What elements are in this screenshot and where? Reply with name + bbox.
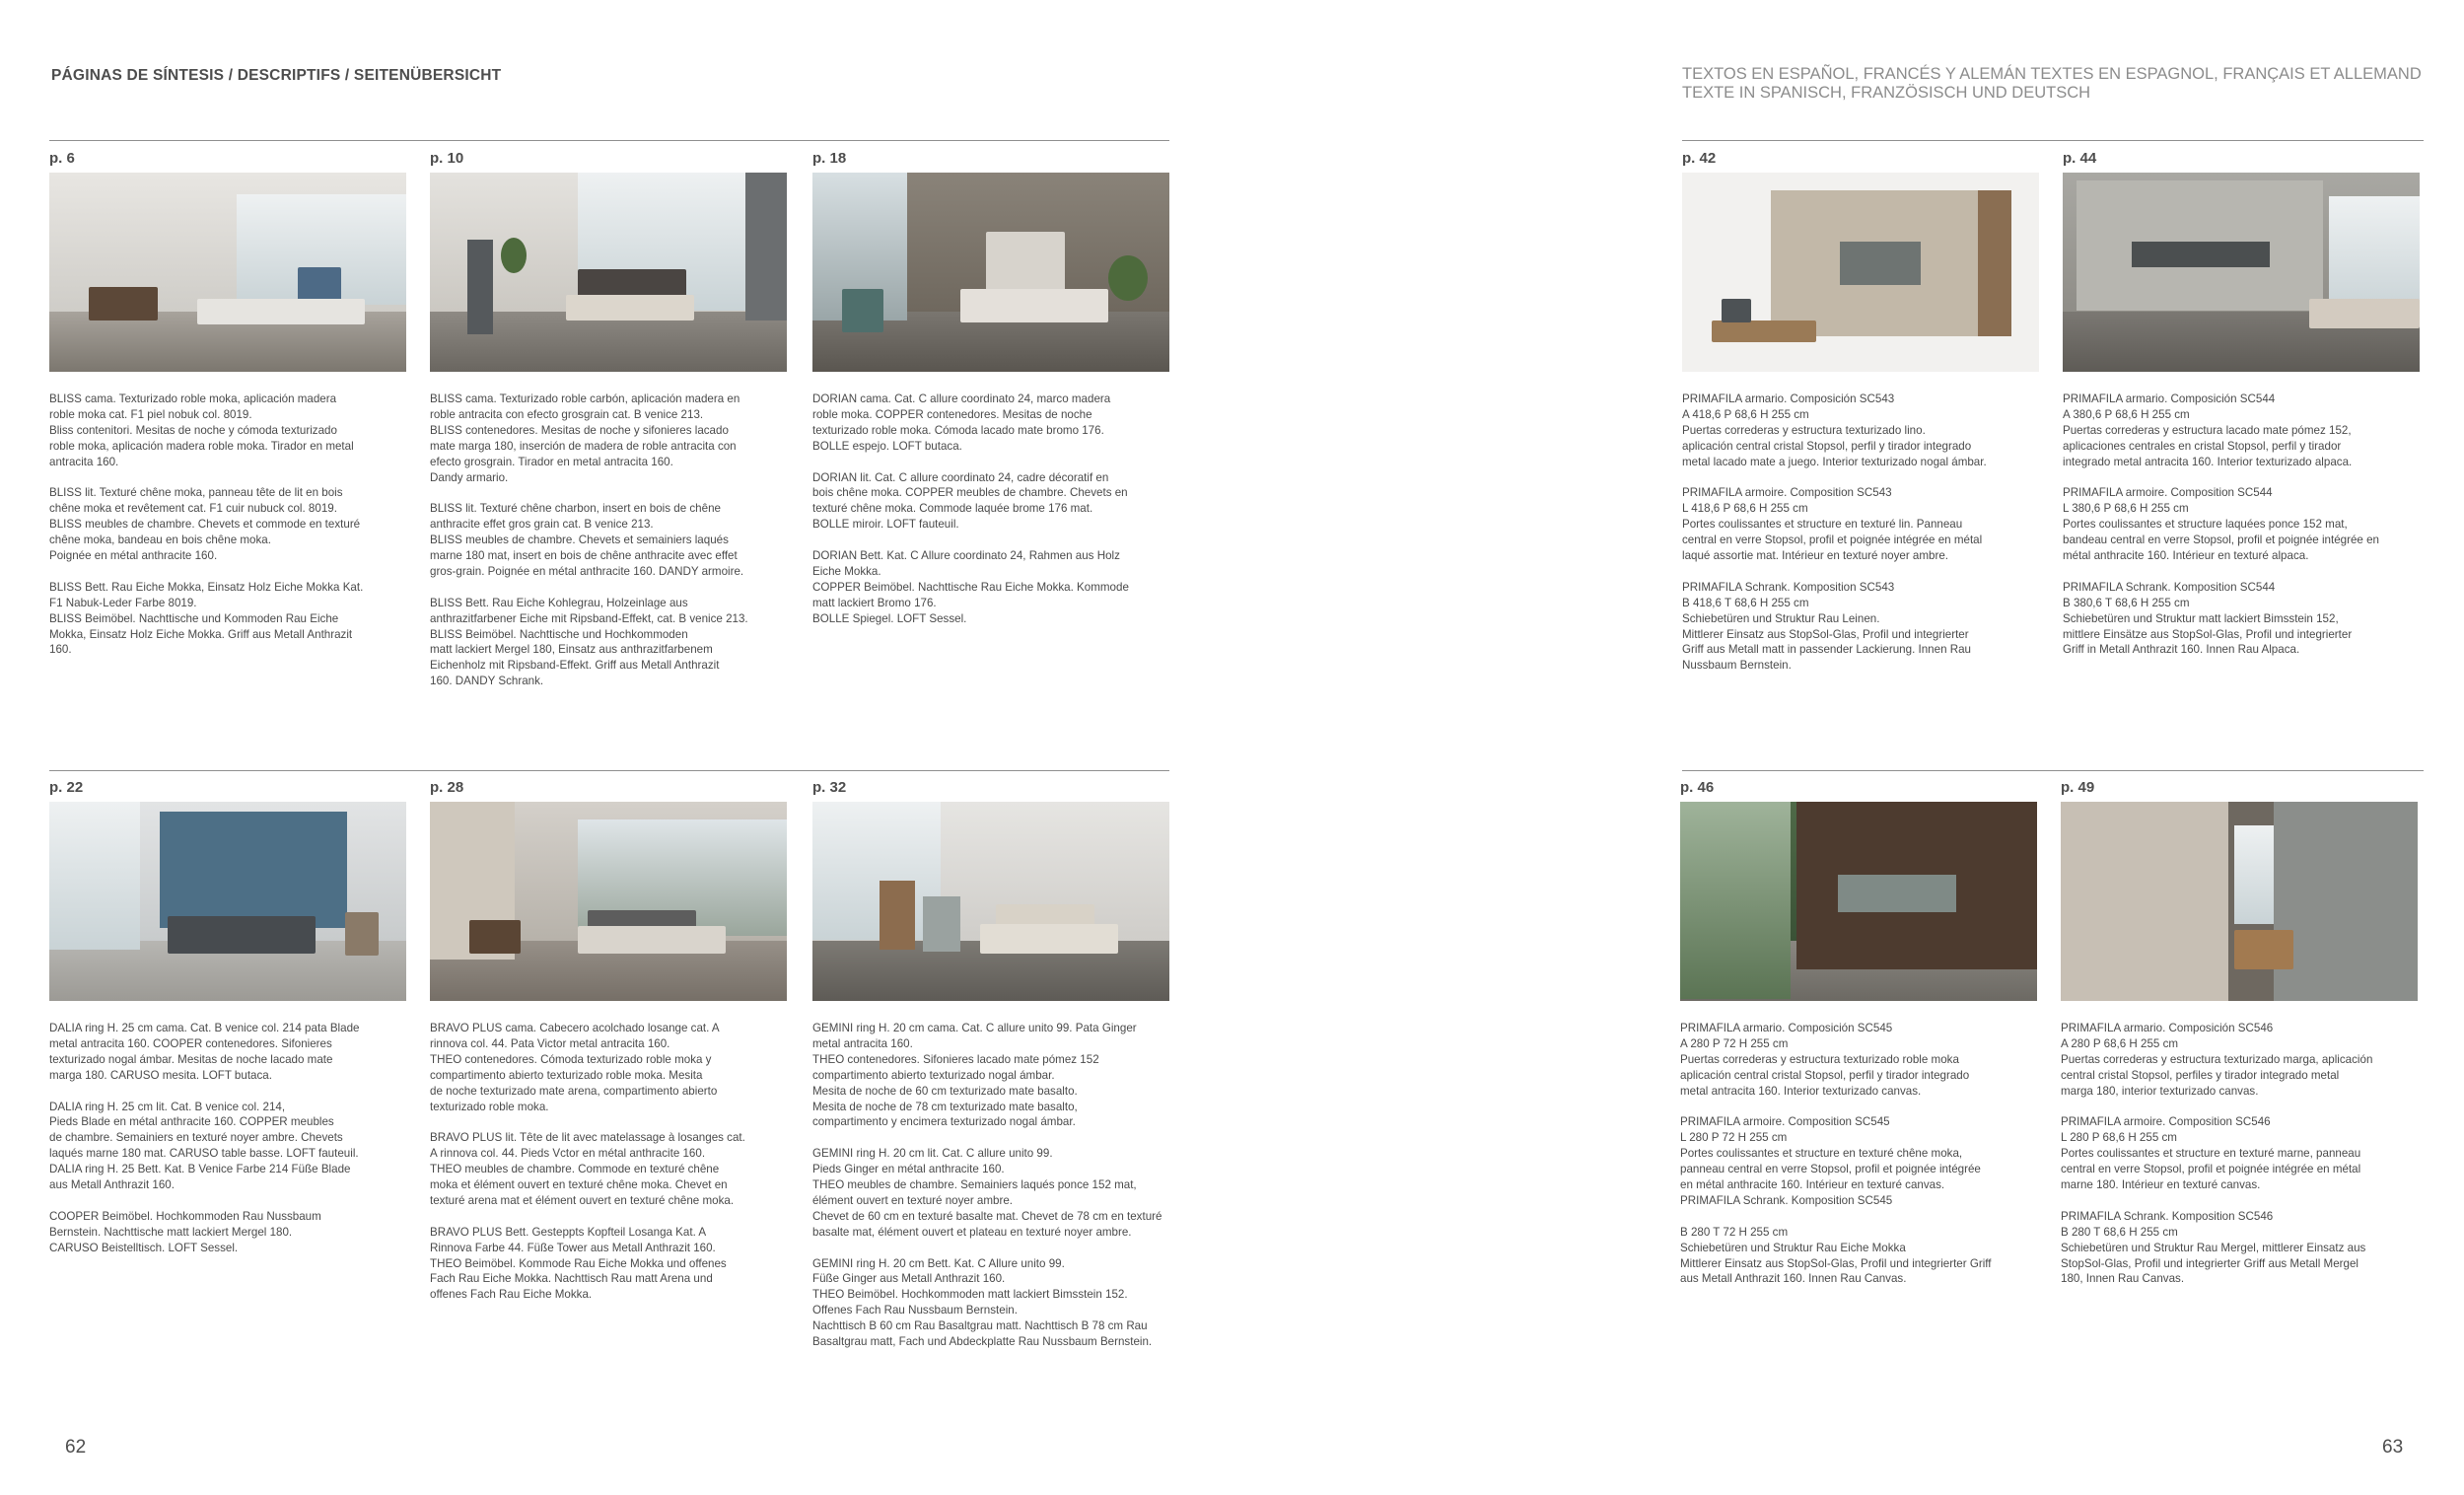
page-reference: p. 22 bbox=[49, 779, 84, 796]
product-card bbox=[812, 779, 1171, 1366]
product-photo bbox=[1682, 173, 2039, 372]
description-es: PRIMAFILA armario. Composición SC545 A 280 P 72 H 255 cm Puertas correderas y estructura texturizado roble moka aplicación central cristal Stopsol, perfil y tirador integrado metal antracita 160. Interior texturizado canvas. bbox=[1680, 1022, 1970, 1098]
product-card bbox=[1682, 150, 2041, 689]
product-photo bbox=[812, 173, 1169, 372]
description-es: DORIAN cama. Cat. C allure coordinato 24, marco madera roble moka. COPPER contenedores. Mesitas de noche texturizado roble moka. Cómoda lacado mate bromo 176. BOLLE espejo. LOFT butaca. bbox=[812, 392, 1111, 453]
description-fr: PRIMAFILA armoire. Composition SC544 L 380,6 P 68,6 H 255 cm Portes coulissantes et structure laquées ponce 152 mat, bandeau central en verre Stopsol, profil et poignée intégrée en métal anthracite 160. Intérieur en texturé alpaca. bbox=[2063, 486, 2379, 563]
product-card bbox=[49, 779, 408, 1271]
description-de: PRIMAFILA Schrank. Komposition SC546 B 280 T 68,6 H 255 cm Schiebetüren und Struktur Rau Mergel, mittlerer Einsatz aus StopSol-Glas, Profil und integrierter Griff aus Metall Mergel 180, Innen Rau Canvas. bbox=[2061, 1209, 2366, 1286]
product-photo bbox=[2061, 802, 2418, 1001]
product-description bbox=[49, 392, 424, 658]
divider-top-right bbox=[1682, 140, 2424, 141]
page-reference: p. 49 bbox=[2061, 779, 2095, 796]
description-es: PRIMAFILA armario. Composición SC546 A 280 P 68,6 H 255 cm Puertas correderas y estructura texturizado marga, aplicación central cristal Stopsol, perfiles y tirador integrado metal marga 180, interior texturizado canvas. bbox=[2061, 1022, 2373, 1098]
page-number-right: 63 bbox=[2382, 1437, 2404, 1458]
description-de: PRIMAFILA Schrank. Komposition SC543 B 418,6 T 68,6 H 255 cm Schiebetüren und Struktur Rau Leinen. Mittlerer Einsatz aus StopSol-Glas, Profil und integrierter Griff aus Metall matt in passender Lackierung. Innen Rau Nussbaum Bernstein. bbox=[1682, 580, 1972, 673]
product-card bbox=[2061, 779, 2420, 1303]
description-fr: BLISS lit. Texturé chêne charbon, insert en bois de chêne anthracite effet gros grain cat. B venice 213. BLISS meubles de chambre. Chevets et semainiers laqués marne 180 mat, insert en bois de chêne anthracite avec effet gros-grain. Poignée en métal anthracite 160. DANDY armoire. bbox=[430, 502, 744, 578]
divider-bottom-right bbox=[1682, 770, 2424, 771]
description-es: PRIMAFILA armario. Composición SC543 A 418,6 P 68,6 H 255 cm Puertas correderas y estructura texturizado lino. aplicación central cristal Stopsol, perfil y tirador integrado metal lacado mate a juego. Interior texturizado nogal ámbar. bbox=[1682, 392, 1987, 468]
product-photo bbox=[2063, 173, 2420, 372]
product-description bbox=[812, 392, 1187, 627]
product-photo bbox=[1680, 802, 2037, 1001]
page-reference: p. 44 bbox=[2063, 150, 2097, 167]
product-photo bbox=[430, 173, 787, 372]
description-fr: PRIMAFILA armoire. Composition SC543 L 418,6 P 68,6 H 255 cm Portes coulissantes et structure en texturé lin. Panneau central en verre Stopsol, profil et poignée intégrée en métal laqué assortie mat. Intérieur en texturé noyer ambre. bbox=[1682, 486, 1983, 563]
product-description bbox=[2063, 392, 2437, 658]
description-de: BLISS Bett. Rau Eiche Mokka, Einsatz Holz Eiche Mokka Kat. F1 Nabuk-Leder Farbe 8019. BLISS Beimöbel. Nachttische und Kommoden Rau Eiche Mokka, Einsatz Holz Eiche Mokka. Griff aus Metall Anthrazit 160. bbox=[49, 580, 364, 657]
language-note-line-2: TEXTE IN SPANISCH, FRANZÖSISCH UND DEUTSCH bbox=[1682, 84, 2091, 102]
page-reference: p. 46 bbox=[1680, 779, 1715, 796]
page-reference: p. 28 bbox=[430, 779, 464, 796]
description-es: BLISS cama. Texturizado roble moka, aplicación madera roble moka cat. F1 piel nobuk col. 8019. Bliss contenitori. Mesitas de noche y cómoda texturizado roble moka, aplicación madera roble moka. Tirador en metal antracita 160. bbox=[49, 392, 354, 468]
description-es: BRAVO PLUS cama. Cabecero acolchado losange cat. A rinnova col. 44. Pata Victor metal antracita 160. THEO contenedores. Cómoda texturizado roble moka y compartimento abierto texturizado roble moka. Mesita de noche texturizado mate arena, compartimento abierto texturizado roble moka. bbox=[430, 1022, 720, 1113]
description-es: GEMINI ring H. 20 cm cama. Cat. C allure unito 99. Pata Ginger metal antracita 160. THEO contenedores. Sifonieres lacado mate pómez 152 compartimento abierto texturizado nogal ámbar. Mesita de noche de 60 cm texturizado mate basalto. Mesita de noche de 78 cm texturizado mate basalto, compartimento y encimera texturizado nogal ámbar. bbox=[812, 1022, 1137, 1129]
description-de: BLISS Bett. Rau Eiche Kohlegrau, Holzeinlage aus anthrazitfarbener Eiche mit Ripsband-Effekt, cat. B venice 213. BLISS Beimöbel. Nachttische und Hochkommoden matt lackiert Mergel 180, Einsatz aus anthrazitfarbenem Eichenholz mit Ripsband-Effekt. Griff aus Metall Anthrazit 160. DANDY Schrank. bbox=[430, 596, 748, 688]
product-description bbox=[49, 1021, 424, 1256]
description-de: COOPER Beimöbel. Hochkommoden Rau Nussbaum Bernstein. Nachttische matt lackiert Mergel 180. CARUSO Beistelltisch. LOFT Sessel. bbox=[49, 1209, 321, 1254]
description-fr: BLISS lit. Texturé chêne moka, panneau tête de lit en bois chêne moka et revêtement cat. F1 cuir nubuck col. 8019. BLISS meubles de chambre. Chevets et commode en texturé chêne moka, bandeau en bois chêne moka. Poignée en métal anthracite 160. bbox=[49, 486, 361, 563]
page-reference: p. 18 bbox=[812, 150, 847, 167]
product-card bbox=[430, 779, 789, 1318]
page-number-left: 62 bbox=[65, 1437, 87, 1458]
description-fr: DALIA ring H. 25 cm lit. Cat. B venice col. 214, Pieds Blade en métal anthracite 160. COPPER meubles de chambre. Semainiers en texturé noyer ambre. Chevets laqués marne 180 mat. CARUSO table basse. LOFT fauteuil. DALIA ring H. 25 Bett. Kat. B Venice Farbe 214 Füße Blade aus Metall Anthrazit 160. bbox=[49, 1100, 359, 1192]
product-description bbox=[430, 392, 805, 689]
description-de: DORIAN Bett. Kat. C Allure coordinato 24, Rahmen aus Holz Eiche Mokka. COPPER Beimöbel. Nachttische Rau Eiche Mokka. Kommode matt lackiert Bromo 176. BOLLE Spiegel. LOFT Sessel. bbox=[812, 549, 1129, 625]
product-photo bbox=[49, 802, 406, 1001]
product-card bbox=[812, 150, 1171, 642]
page-heading: PÁGINAS DE SÍNTESIS / DESCRIPTIFS / SEITENÜBERSICHT bbox=[51, 67, 502, 84]
product-photo bbox=[49, 173, 406, 372]
product-card bbox=[1680, 779, 2039, 1303]
language-note bbox=[1682, 65, 2431, 103]
product-description bbox=[812, 1021, 1187, 1350]
description-de: PRIMAFILA Schrank. Komposition SC544 B 380,6 T 68,6 H 255 cm Schiebetüren und Struktur matt lackiert Bimsstein 152, mittlere Einsätze aus StopSol-Glas, Profil und integrierter Griff in Metall Anthrazit 160. Innen Rau Alpaca. bbox=[2063, 580, 2353, 657]
divider-top-left bbox=[49, 140, 1169, 141]
description-es: PRIMAFILA armario. Composición SC544 A 380,6 P 68,6 H 255 cm Puertas correderas y estructura lacado mate pómez 152, aplicaciones centrales en cristal Stopsol, perfil y tirador integrado metal antracita 160. Interior texturizado alpaca. bbox=[2063, 392, 2353, 468]
description-de: B 280 T 72 H 255 cm Schiebetüren und Struktur Rau Eiche Mokka Mittlerer Einsatz aus StopSol-Glas, Profil und integrierter Griff aus Metall Anthrazit 160. Innen Rau Canvas. bbox=[1680, 1225, 1992, 1286]
description-es: BLISS cama. Texturizado roble carbón, aplicación madera en roble antracita con efecto grosgrain cat. B venice 213. BLISS contenedores. Mesitas de noche y sifonieres lacado mate marga 180, inserción de madera de roble antracita con efecto grosgrain. Tirador en metal antracita 160. Dandy armario. bbox=[430, 392, 740, 484]
description-fr: GEMINI ring H. 20 cm lit. Cat. C allure unito 99. Pieds Ginger en métal anthracite 160. THEO meubles de chambre. Semainiers laqués ponce 152 mat, élément ouvert en texturé noyer ambre. Chevet de 60 cm en texturé basalte mat. Chevet de 78 cm en texturé basalte mat, élément ouvert et plateau en texturé noyer ambre. bbox=[812, 1147, 1162, 1239]
product-card bbox=[430, 150, 789, 705]
description-de: GEMINI ring H. 20 cm Bett. Kat. C Allure unito 99. Füße Ginger aus Metall Anthrazit 160. THEO Beimöbel. Hochkommoden matt lackiert Bimsstein 152. Offenes Fach Rau Nussbaum Bernstein. Nachttisch B 60 cm Rau Basaltgrau matt. Nachttisch B 78 cm Rau Basaltgrau matt, Fach und Abdeckplatte Rau Nussbaum Bernstein. bbox=[812, 1256, 1153, 1349]
divider-bottom-left bbox=[49, 770, 1169, 771]
description-fr: BRAVO PLUS lit. Tête de lit avec matelassage à losanges cat. A rinnova col. 44. Pieds Vctor en métal anthracite 160. THEO meubles de chambre. Commode en texturé chêne moka et élément ouvert en texturé chêne moka. Chevet en texturé arena mat et élément ouvert en texturé chêne moka. bbox=[430, 1131, 745, 1207]
product-description bbox=[1680, 1021, 2055, 1287]
description-de: BRAVO PLUS Bett. Gesteppts Kopfteil Losanga Kat. A Rinnova Farbe 44. Füße Tower aus Metall Anthrazit 160. THEO Beimöbel. Kommode Rau Eiche Mokka und offenes Fach Rau Eiche Mokka. Nachttisch Rau matt Arena und offenes Fach Rau Eiche Mokka. bbox=[430, 1225, 727, 1302]
product-card bbox=[2063, 150, 2422, 674]
product-card bbox=[49, 150, 408, 674]
product-description bbox=[1682, 392, 2057, 674]
page-reference: p. 42 bbox=[1682, 150, 1717, 167]
product-photo bbox=[812, 802, 1169, 1001]
language-note-line-1: TEXTOS EN ESPAÑOL, FRANCÉS Y ALEMÁN TEXTES EN ESPAGNOL, FRANÇAIS ET ALLEMAND bbox=[1682, 65, 2422, 83]
page-reference: p. 10 bbox=[430, 150, 464, 167]
page-reference: p. 6 bbox=[49, 150, 75, 167]
product-description bbox=[2061, 1021, 2435, 1287]
description-fr: DORIAN lit. Cat. C allure coordinato 24, cadre décoratif en bois chêne moka. COPPER meubles de chambre. Chevets en texturé chêne moka. Commode laquée brome 176 mat. BOLLE miroir. LOFT fauteuil. bbox=[812, 470, 1128, 532]
product-description bbox=[430, 1021, 805, 1303]
description-fr: PRIMAFILA armoire. Composition SC545 L 280 P 72 H 255 cm Portes coulissantes et structure en texturé chêne moka, panneau central en verre Stopsol, profil et poignée intégrée en métal anthracite 160. Intérieur en texturé canvas. PRIMAFILA Schrank. Komposition SC545 bbox=[1680, 1115, 1981, 1207]
page-reference: p. 32 bbox=[812, 779, 847, 796]
product-photo bbox=[430, 802, 787, 1001]
description-fr: PRIMAFILA armoire. Composition SC546 L 280 P 68,6 H 255 cm Portes coulissantes et structure en texturé marne, panneau central en verre Stopsol, profil et poignée intégrée en métal marne 180. Intérieur en texturé canvas. bbox=[2061, 1115, 2361, 1192]
description-es: DALIA ring H. 25 cm cama. Cat. B venice col. 214 pata Blade metal antracita 160. COOPER contenedores. Sifonieres texturizado nogal ámbar. Mesitas de noche lacado mate marga 180. CARUSO mesita. LOFT butaca. bbox=[49, 1022, 360, 1082]
